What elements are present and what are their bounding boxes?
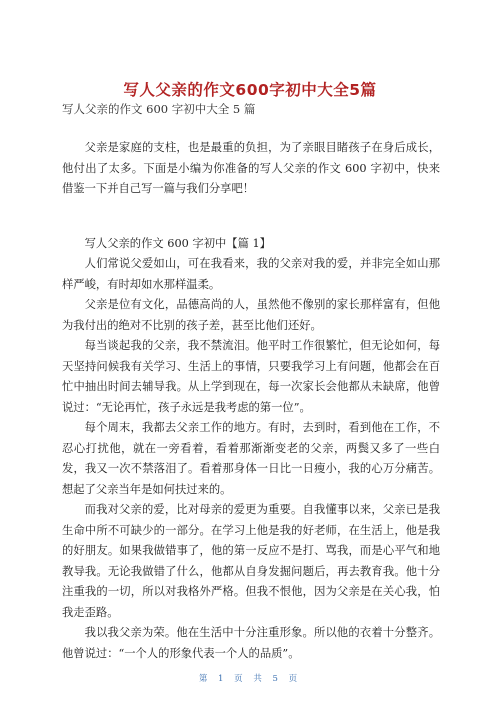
intro-paragraph: 父亲是家庭的支柱，也是最重的负担，为了亲眼目睹孩子在身后成长，他付出了太多。下面是小编为你准备的写人父亲的作文 600 字初中，快来借鉴一下并自己写一篇与我们分享吧！	[62, 141, 440, 195]
body-paragraph: 而我对父亲的爱，比对母亲的爱更为重要。自我懂事以来，父亲已是我生命中所不可缺少的一部分。在学习上他是我的好老师，在生活上，他是我的好朋友。如果我做错事了，他的第一反应不是打、骂我，而是心平气和地教导我。无论我做错了什么，他都从自身发掘问题后，再去教育我。他十分注重我的一切，所以对我格外严格。但我不恨他，因为父亲是在关心我，怕我走歪路。	[62, 503, 440, 619]
body-paragraph: 人们常说父爱如山，可在我看来，我的父亲对我的爱，并非完全如山那样严峻，有时却如水那样温柔。	[62, 257, 440, 291]
page-indicator: 第 1 页 共 5 页	[198, 674, 302, 684]
body-paragraph: 每个周末，我都去父亲工作的地方。有时，去到时，看到他在工作，不忍心打扰他，就在一旁看着，看着那渐渐变老的父亲，两鬓又多了一些白发，我又一次不禁落泪了。看着那身体一日比一日瘦小，我的心万分痛苦。想起了父亲当年是如何扶过来的。	[62, 421, 440, 496]
document-title: 写人父亲的作文600字初中大全5篇	[123, 81, 377, 99]
document-subtitle: 写人父亲的作文 600 字初中大全 5 篇	[62, 102, 256, 116]
document-body	[62, 138, 440, 664]
section-heading: 写人父亲的作文 600 字初中【篇 1】	[84, 236, 271, 250]
body-paragraph: 我以我父亲为荣。他在生活中十分注重形象。所以他的衣着十分整齐。他曾说过：“一个人的形象代表一个人的品质”。	[62, 626, 440, 660]
body-paragraph: 每当谈起我的父亲，我不禁流泪。他平时工作很繁忙，但无论如何，每天坚持问候我有关学习、生活上的事情，只要我学习上有问题，他都会在百忙中抽出时间去辅导我。从上学到现在，每一次家长会他都从未缺席，他曾说过：“无论再忙，孩子永远是我考虑的第一位”。	[62, 339, 440, 414]
body-paragraph: 父亲是位有文化，品德高尚的人，虽然他不像别的家长那样富有，但他为我付出的绝对不比别的孩子差，甚至比他们还好。	[62, 298, 440, 332]
